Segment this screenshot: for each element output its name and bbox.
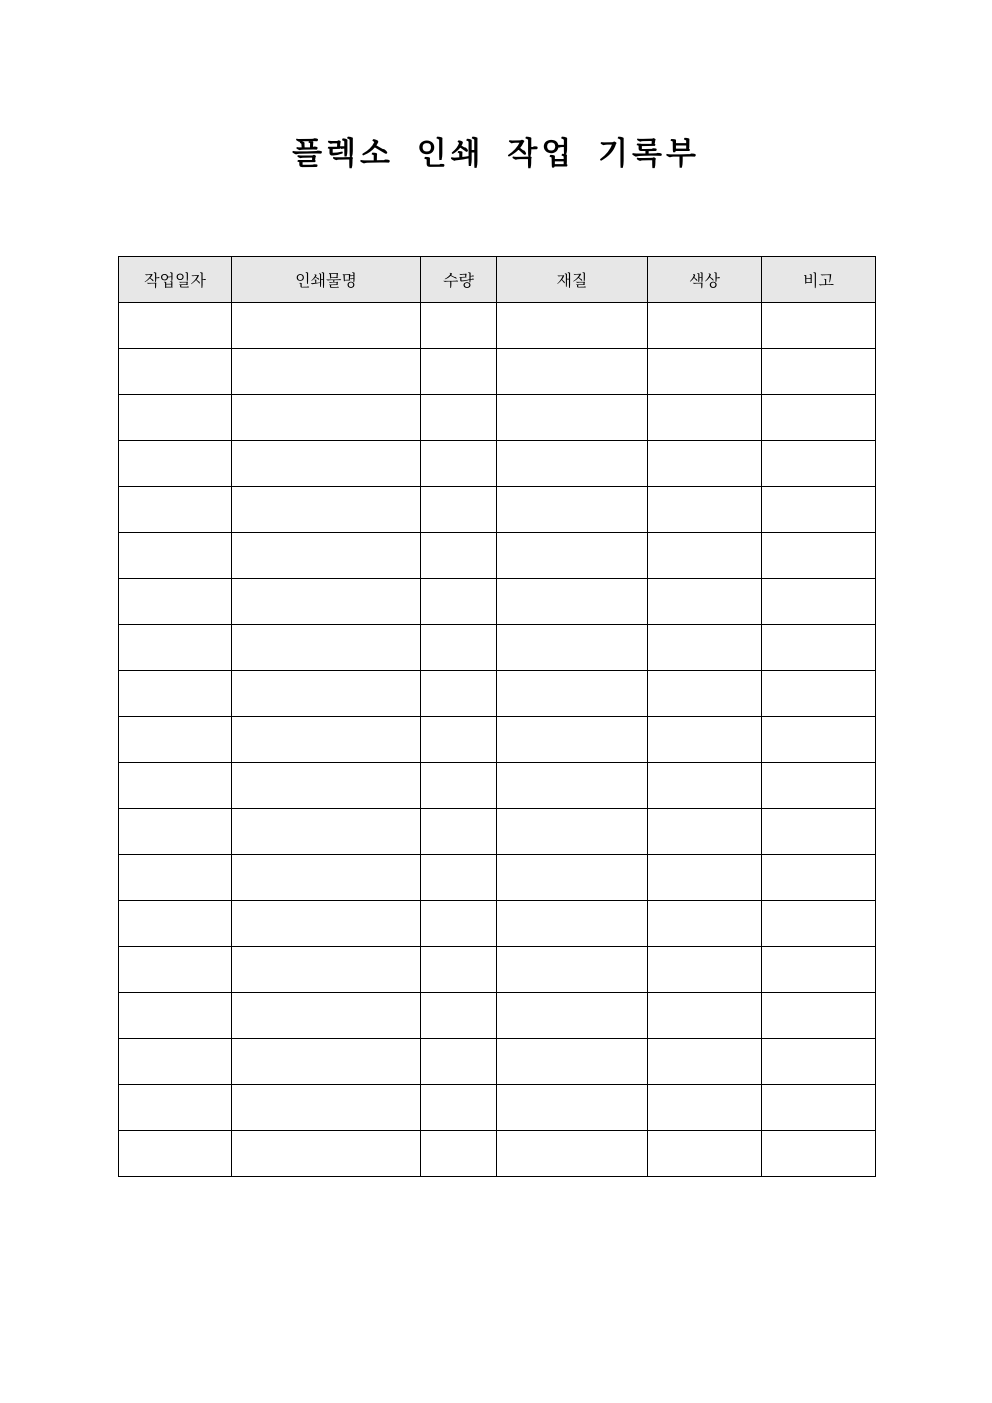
material-cell[interactable] — [497, 1131, 648, 1177]
print-item-name-cell[interactable] — [232, 303, 421, 349]
print-item-name-cell[interactable] — [232, 993, 421, 1039]
quantity-cell[interactable] — [421, 533, 497, 579]
print-item-name-cell[interactable] — [232, 855, 421, 901]
material-cell[interactable] — [497, 441, 648, 487]
work-date-cell[interactable] — [119, 1131, 232, 1177]
quantity-cell[interactable] — [421, 763, 497, 809]
table-body — [119, 303, 876, 1177]
table-row — [119, 303, 876, 349]
color-cell[interactable] — [648, 809, 762, 855]
table-row — [119, 395, 876, 441]
material-cell[interactable] — [497, 993, 648, 1039]
material-cell[interactable] — [497, 671, 648, 717]
color-cell[interactable] — [648, 533, 762, 579]
material-cell[interactable] — [497, 1039, 648, 1085]
quantity-cell[interactable] — [421, 441, 497, 487]
print-item-name-cell[interactable] — [232, 487, 421, 533]
remarks-cell[interactable] — [762, 1039, 876, 1085]
material-cell[interactable] — [497, 763, 648, 809]
material-cell[interactable] — [497, 395, 648, 441]
quantity-cell[interactable] — [421, 671, 497, 717]
material-cell[interactable] — [497, 717, 648, 763]
quantity-cell[interactable] — [421, 901, 497, 947]
table-row — [119, 809, 876, 855]
table-row — [119, 487, 876, 533]
header-work-date: 작업일자 — [119, 257, 232, 303]
material-cell[interactable] — [497, 809, 648, 855]
quantity-cell[interactable] — [421, 947, 497, 993]
quantity-cell[interactable] — [421, 809, 497, 855]
remarks-cell[interactable] — [762, 809, 876, 855]
table-row — [119, 947, 876, 993]
work-date-cell[interactable] — [119, 487, 232, 533]
table-row — [119, 993, 876, 1039]
quantity-cell[interactable] — [421, 303, 497, 349]
color-cell[interactable] — [648, 395, 762, 441]
print-item-name-cell[interactable] — [232, 671, 421, 717]
print-item-name-cell[interactable] — [232, 441, 421, 487]
remarks-cell[interactable] — [762, 533, 876, 579]
work-date-cell[interactable] — [119, 855, 232, 901]
color-cell[interactable] — [648, 1131, 762, 1177]
color-cell[interactable] — [648, 1085, 762, 1131]
color-cell[interactable] — [648, 625, 762, 671]
remarks-cell[interactable] — [762, 993, 876, 1039]
table-header-row — [119, 257, 876, 303]
table-row — [119, 579, 876, 625]
work-date-cell[interactable] — [119, 947, 232, 993]
header-material: 재질 — [497, 257, 648, 303]
color-cell[interactable] — [648, 487, 762, 533]
material-cell[interactable] — [497, 303, 648, 349]
work-date-cell[interactable] — [119, 579, 232, 625]
header-color: 색상 — [648, 257, 762, 303]
color-cell[interactable] — [648, 947, 762, 993]
remarks-cell[interactable] — [762, 763, 876, 809]
print-item-name-cell[interactable] — [232, 809, 421, 855]
print-item-name-cell[interactable] — [232, 717, 421, 763]
material-cell[interactable] — [497, 855, 648, 901]
quantity-cell[interactable] — [421, 993, 497, 1039]
work-date-cell[interactable] — [119, 533, 232, 579]
print-item-name-cell[interactable] — [232, 579, 421, 625]
remarks-cell[interactable] — [762, 717, 876, 763]
remarks-cell[interactable] — [762, 1131, 876, 1177]
work-date-cell[interactable] — [119, 1039, 232, 1085]
quantity-cell[interactable] — [421, 1085, 497, 1131]
color-cell[interactable] — [648, 579, 762, 625]
table-row — [119, 1131, 876, 1177]
print-item-name-cell[interactable] — [232, 395, 421, 441]
color-cell[interactable] — [648, 901, 762, 947]
table-row — [119, 1085, 876, 1131]
quantity-cell[interactable] — [421, 395, 497, 441]
print-item-name-cell[interactable] — [232, 533, 421, 579]
remarks-cell[interactable] — [762, 349, 876, 395]
header-remarks: 비고 — [762, 257, 876, 303]
work-date-cell[interactable] — [119, 993, 232, 1039]
table-row — [119, 855, 876, 901]
quantity-cell[interactable] — [421, 717, 497, 763]
material-cell[interactable] — [497, 1085, 648, 1131]
work-date-cell[interactable] — [119, 625, 232, 671]
remarks-cell[interactable] — [762, 579, 876, 625]
remarks-cell[interactable] — [762, 487, 876, 533]
material-cell[interactable] — [497, 487, 648, 533]
table-row — [119, 901, 876, 947]
table-row — [119, 717, 876, 763]
material-cell[interactable] — [497, 349, 648, 395]
table-row — [119, 1039, 876, 1085]
color-cell[interactable] — [648, 763, 762, 809]
remarks-cell[interactable] — [762, 1085, 876, 1131]
work-date-cell[interactable] — [119, 809, 232, 855]
table-row — [119, 441, 876, 487]
document-title: 플렉소 인쇄 작업 기록부 — [292, 136, 700, 172]
material-cell[interactable] — [497, 533, 648, 579]
material-cell[interactable] — [497, 901, 648, 947]
work-date-cell[interactable] — [119, 901, 232, 947]
print-item-name-cell[interactable] — [232, 1131, 421, 1177]
color-cell[interactable] — [648, 671, 762, 717]
quantity-cell[interactable] — [421, 349, 497, 395]
remarks-cell[interactable] — [762, 441, 876, 487]
quantity-cell[interactable] — [421, 1131, 497, 1177]
remarks-cell[interactable] — [762, 901, 876, 947]
quantity-cell[interactable] — [421, 579, 497, 625]
print-item-name-cell[interactable] — [232, 947, 421, 993]
quantity-cell[interactable] — [421, 625, 497, 671]
table-row — [119, 349, 876, 395]
material-cell[interactable] — [497, 579, 648, 625]
remarks-cell[interactable] — [762, 855, 876, 901]
print-item-name-cell[interactable] — [232, 349, 421, 395]
work-log-table — [118, 256, 876, 1177]
print-item-name-cell[interactable] — [232, 901, 421, 947]
color-cell[interactable] — [648, 303, 762, 349]
work-date-cell[interactable] — [119, 763, 232, 809]
table-row — [119, 625, 876, 671]
material-cell[interactable] — [497, 947, 648, 993]
table-row — [119, 533, 876, 579]
print-item-name-cell[interactable] — [232, 1085, 421, 1131]
header-print-item-name: 인쇄물명 — [232, 257, 421, 303]
color-cell[interactable] — [648, 1039, 762, 1085]
work-date-cell[interactable] — [119, 671, 232, 717]
remarks-cell[interactable] — [762, 671, 876, 717]
work-date-cell[interactable] — [119, 441, 232, 487]
quantity-cell[interactable] — [421, 855, 497, 901]
color-cell[interactable] — [648, 717, 762, 763]
print-item-name-cell[interactable] — [232, 625, 421, 671]
work-date-cell[interactable] — [119, 349, 232, 395]
table-row — [119, 763, 876, 809]
remarks-cell[interactable] — [762, 625, 876, 671]
color-cell[interactable] — [648, 441, 762, 487]
work-date-cell[interactable] — [119, 395, 232, 441]
table-row — [119, 671, 876, 717]
quantity-cell[interactable] — [421, 487, 497, 533]
header-quantity: 수량 — [421, 257, 497, 303]
work-date-cell[interactable] — [119, 1085, 232, 1131]
material-cell[interactable] — [497, 625, 648, 671]
remarks-cell[interactable] — [762, 303, 876, 349]
color-cell[interactable] — [648, 349, 762, 395]
remarks-cell[interactable] — [762, 395, 876, 441]
work-date-cell[interactable] — [119, 303, 232, 349]
print-item-name-cell[interactable] — [232, 1039, 421, 1085]
quantity-cell[interactable] — [421, 1039, 497, 1085]
color-cell[interactable] — [648, 993, 762, 1039]
remarks-cell[interactable] — [762, 947, 876, 993]
work-date-cell[interactable] — [119, 717, 232, 763]
color-cell[interactable] — [648, 855, 762, 901]
print-item-name-cell[interactable] — [232, 763, 421, 809]
